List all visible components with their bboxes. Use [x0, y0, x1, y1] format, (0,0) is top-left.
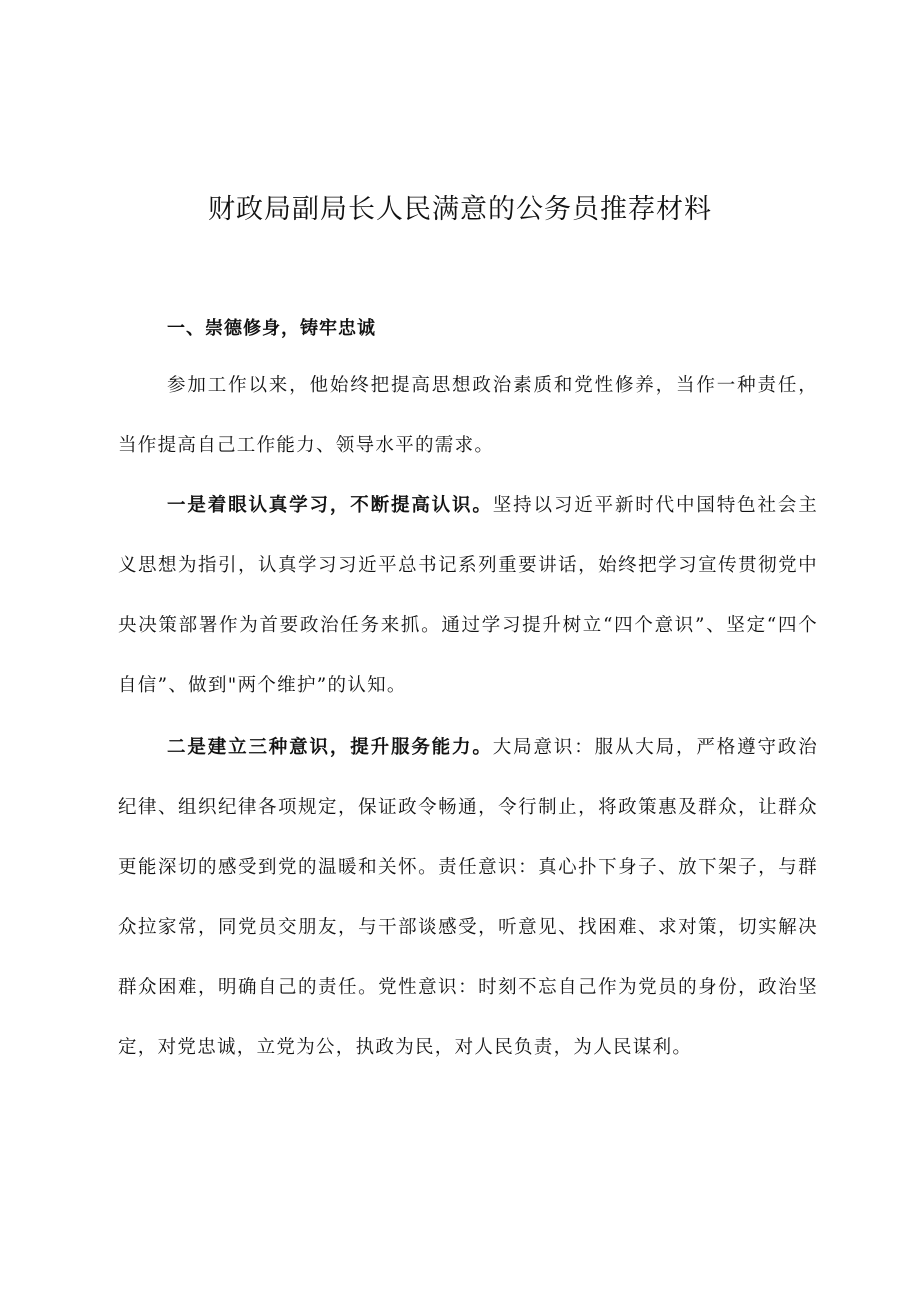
document-title: 财政局副局长人民满意的公务员推荐材料: [208, 194, 712, 225]
paragraph-3-lead: 二是建立三种意识，提升服务能力。: [167, 737, 493, 758]
section-heading: 一、崇德修身，铸牢忠诚: [167, 318, 376, 339]
paragraph-3-body: 大局意识：服从大局，严格遵守政治纪律、组织纪律各项规定，保证政令畅通，令行制止，将政策惠及群众，让群众更能深切的感受到党的温暖和关怀。责任意识：真心扑下身子、放下架子，与群众拉家常，同党员交朋友，与干部谈感受，听意见、找困难、求对策，切实解决群众困难，明确自己的责任。党性意识：时刻不忘自己作为党员的身份，政治坚定，对党忠诚，立党为公，执政为民，对人民负责，为人民谋利。: [118, 737, 818, 1058]
paragraph-2: [118, 476, 818, 716]
paragraph-2-body: 坚持以习近平新时代中国特色社会主义思想为指引，认真学习习近平总书记系列重要讲话，始终把学习宣传贯彻党中央决策部署作为首要政治任务来抓。通过学习提升树立“四个意识”、坚定“四个自信”、做到"两个维护”的认知。: [118, 495, 818, 696]
paragraph-3: [118, 718, 818, 1078]
paragraph-1: 参加工作以来，他始终把提高思想政治素质和党性修养，当作一种责任，当作提高自己工作能力、领导水平的需求。: [118, 375, 818, 456]
paragraph-2-lead: 一是着眼认真学习，不断提高认识。: [167, 495, 493, 516]
